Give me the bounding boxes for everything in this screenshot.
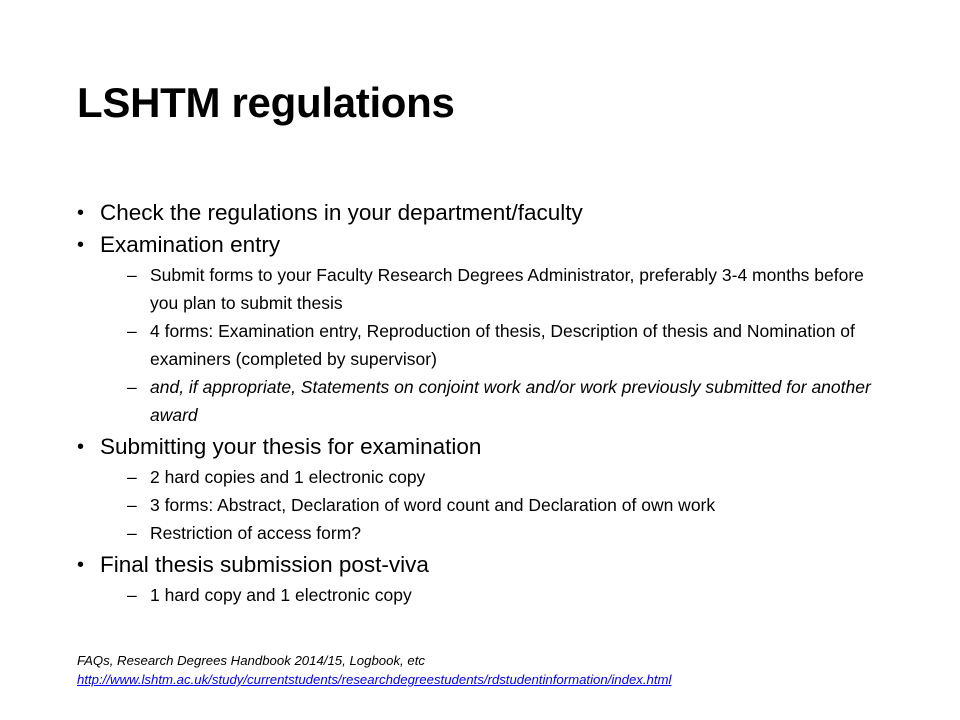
bullet-item xyxy=(77,199,877,227)
dash-icon: – xyxy=(127,265,137,285)
slide-title: LSHTM regulations xyxy=(77,79,455,126)
sub-bullet-text: Restriction of access form? xyxy=(150,523,362,543)
sub-bullet-item xyxy=(127,581,877,609)
resource-link[interactable]: http://www.lshtm.ac.uk/study/currentstudents/researchdegreestudents/rdstudentinformation/index.html xyxy=(77,672,672,687)
dash-icon: – xyxy=(127,495,137,515)
sub-bullet-item xyxy=(127,463,877,491)
sub-bullet-list xyxy=(100,581,877,609)
bullet-icon: • xyxy=(77,202,85,224)
bullet-icon: • xyxy=(77,554,85,576)
bullet-text: Submitting your thesis for examination xyxy=(100,434,482,459)
bullet-item xyxy=(77,551,877,609)
bullet-icon: • xyxy=(77,234,85,256)
bullet-icon: • xyxy=(77,436,85,458)
sub-bullet-text: 3 forms: Abstract, Declaration of word count and Declaration of own work xyxy=(150,495,716,515)
bullet-text: Examination entry xyxy=(100,232,281,257)
sub-bullet-item xyxy=(127,491,877,519)
bullet-list xyxy=(77,199,877,613)
sub-bullet-list xyxy=(100,261,877,429)
sub-bullet-item xyxy=(127,373,877,429)
sub-bullet-text: and, if appropriate, Statements on conjoint work and/or work previously submitted for another award xyxy=(150,377,871,425)
bullet-item xyxy=(77,433,877,547)
dash-icon: – xyxy=(127,321,137,341)
dash-icon: – xyxy=(127,467,137,487)
sub-bullet-item xyxy=(127,317,877,373)
sub-bullet-text: 1 hard copy and 1 electronic copy xyxy=(150,585,412,605)
sub-bullet-item xyxy=(127,519,877,547)
sub-bullet-list xyxy=(100,463,877,547)
bullet-text: Final thesis submission post-viva xyxy=(100,552,429,577)
dash-icon: – xyxy=(127,585,137,605)
bullet-item xyxy=(77,231,877,429)
sub-bullet-text: 2 hard copies and 1 electronic copy xyxy=(150,467,426,487)
sub-bullet-text: Submit forms to your Faculty Research Degrees Administrator, preferably 3-4 months before you plan to submit thesis xyxy=(150,265,864,313)
dash-icon: – xyxy=(127,523,137,543)
sub-bullet-item xyxy=(127,261,877,317)
footer xyxy=(77,651,671,689)
dash-icon: – xyxy=(127,377,137,397)
footer-note: FAQs, Research Degrees Handbook 2014/15, Logbook, etc xyxy=(77,653,425,668)
bullet-text: Check the regulations in your department/faculty xyxy=(100,200,583,225)
sub-bullet-text: 4 forms: Examination entry, Reproduction of thesis, Description of thesis and Nomination of examiners (completed by supervisor) xyxy=(150,321,855,369)
